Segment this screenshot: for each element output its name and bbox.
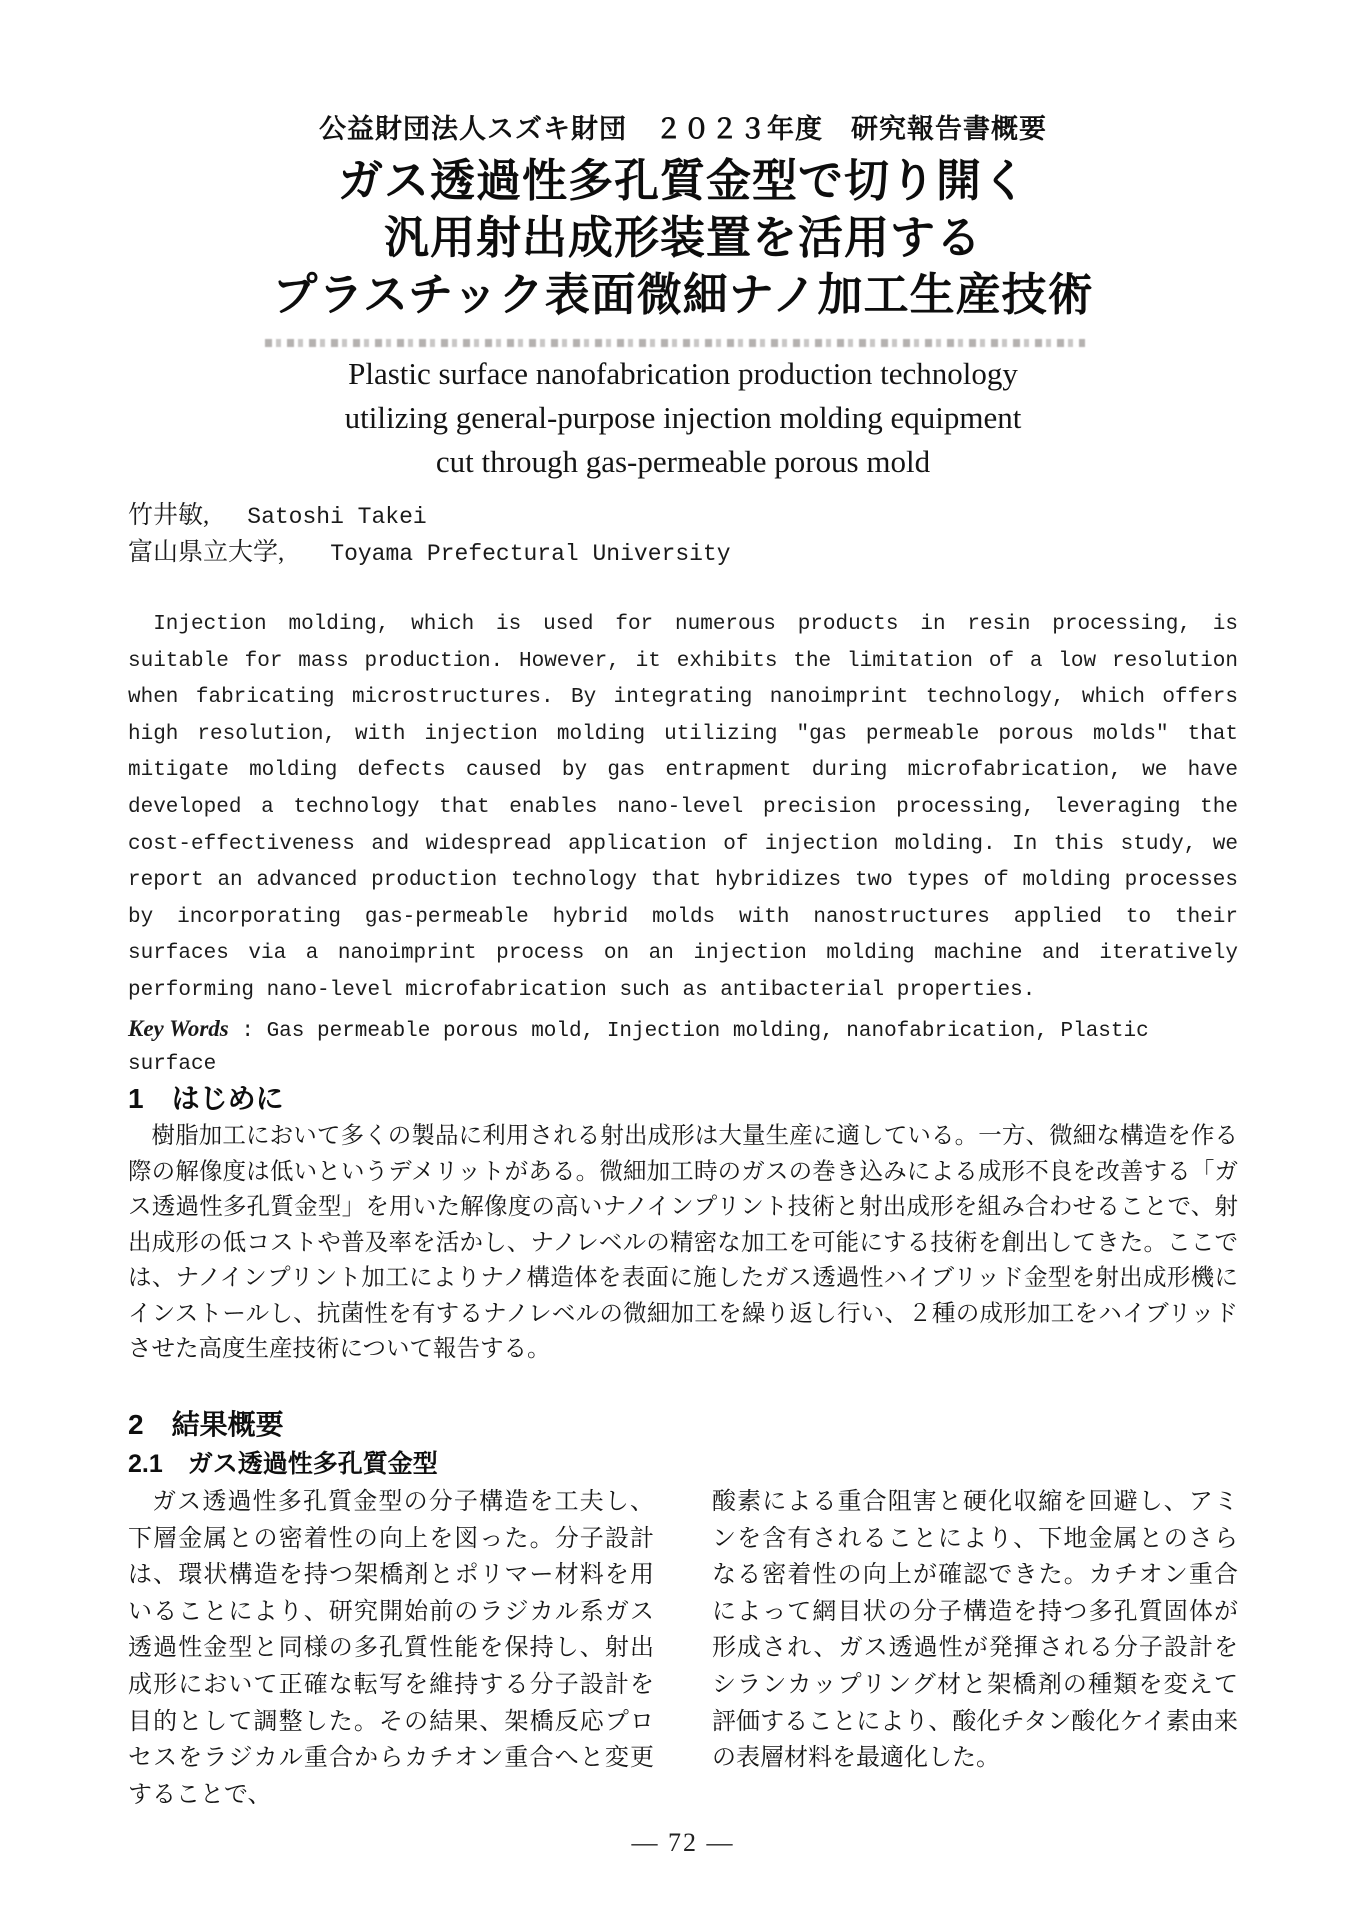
abstract-paragraph: Injection molding, which is used for numerous products in resin processing, is suitable for mass production. However, it exhibits the limitation of a low resolution when fabricating microstructures. By integrating nanoimprint technology, which offers high resolution, with injection molding utilizing "gas permeable porous molds" that mitigate molding defects caused by gas entrapment during microfabrication, we have developed a technology that enables nano-level precision processing, leveraging the cost-effectiveness and widespread application of injection molding. In this study, we report an advanced production technology that hybridizes two types of molding processes by incorporating gas-permeable hybrid molds with nanostructures applied to their surfaces via a nanoimprint process on an injection molding machine and iteratively performing nano-level microfabrication such as antibacterial properties. [128,613,1238,1002]
title-en-line-1: Plastic surface nanofabrication production technology [348,356,1018,391]
author-line [128,498,1238,535]
title-japanese [128,152,1238,323]
column-right: 酸素による重合阻害と硬化収縮を回避し、アミンを含有されることにより、下地金属とのさらなる密着性の向上が確認できた。カチオン重合によって網目状の分子構造を持つ多孔質固体が形成され、ガス透過性が発揮される分子設計をシランカップリング材と架橋剤の種類を変えて評価することにより、酸化チタン酸化ケイ素由来の表層材料を最適化した。 [712,1489,1238,1772]
keywords-text: Gas permeable porous mold, Injection molding, nanofabrication, Plastic surface [128,1020,1149,1076]
author-block [128,498,1238,572]
author-name-ja: 竹井敏, [128,502,210,529]
title-ja-line-2: 汎用射出成形装置を活用する [383,212,982,263]
title-en-line-2: utilizing general-purpose injection molding equipment [344,400,1022,435]
section-1-heading: 1 はじめに [128,1083,284,1114]
author-name-en: Satoshi Takei [247,504,427,530]
section-1-body: 樹脂加工において多くの製品に利用される射出成形は大量生産に適している。一方、微細な構造を作る際の解像度は低いというデメリットがある。微細加工時のガスの巻き込みによる成形不良を改善する「ガス透過性多孔質金型」を用いた解像度の高いナノインプリント技術と射出成形を組み合わせることで、射出成形の低コストや普及率を活かし、ナノレベルの精密な加工を可能にする技術を創出してきた。ここでは、ナノインプリント加工によりナノ構造体を表面に施したガス透過性ハイブリッド金型を射出成形機にインストールし、抗菌性を有するナノレベルの微細加工を繰り返し行い、２種の成形加工をハイブリッドさせた高度生産技術について報告する。 [128,1123,1238,1362]
keywords-separator: : [228,1020,267,1043]
keywords-line [128,1012,1238,1081]
affiliation-en: Toyama Prefectural University [330,541,731,567]
title-ja-line-1: ガス透過性多孔質金型で切り開く [337,155,1028,206]
section-2-heading: 2 結果概要 [128,1409,284,1440]
affiliation-ja: 富山県立大学, [128,539,285,566]
affiliation-line [128,535,1238,572]
keywords-label: Key Words [128,1016,229,1041]
report-header: 公益財団法人スズキ財団 ２０２３年度 研究報告書概要 [319,114,1047,144]
two-column-body [128,1484,1238,1813]
title-en-line-3: cut through gas-permeable porous mold [435,444,931,479]
page-number: ― 72 ― [631,1828,735,1857]
title-ja-line-3: プラスチック表面微細ナノ加工生産技術 [272,269,1094,320]
section-2-1-subheading: 2.1 ガス透過性多孔質金型 [128,1450,438,1478]
scan-artifact [265,339,1085,347]
title-english [128,352,1238,484]
column-left: ガス透過性多孔質金型の分子構造を工夫し、下層金属との密着性の向上を図った。分子設計は、環状構造を持つ架橋剤とポリマー材料を用いることにより、研究開始前のラジカル系ガス透過性金型と同様の多孔質性能を保持し、射出成形において正確な転写を維持する分子設計を目的として調整した。その結果、架橋反応プロセスをラジカル重合からカチオン重合へと変更することで、 [128,1489,654,1808]
